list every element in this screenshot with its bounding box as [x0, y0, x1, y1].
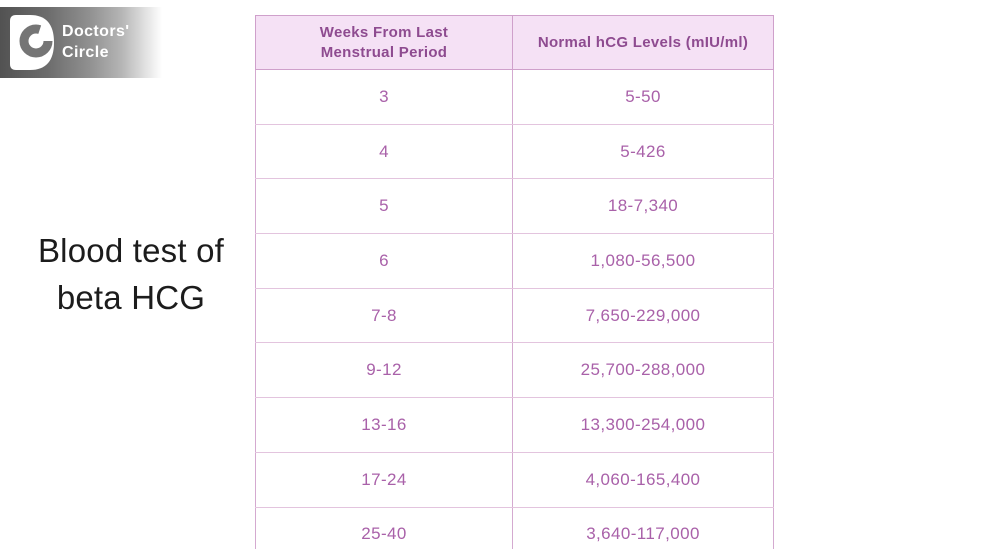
header-row	[256, 16, 774, 70]
weeks-cell: 3	[256, 70, 513, 125]
brand-name-line2: Circle	[62, 44, 109, 61]
table-row	[256, 70, 774, 125]
hcg-table	[255, 15, 774, 549]
hcg-level-cell: 1,080-56,500	[513, 234, 774, 289]
column-header-weeks: Weeks From Last Menstrual Period	[256, 16, 513, 70]
hcg-level-cell: 13,300-254,000	[513, 398, 774, 453]
slide-title-line2: beta HCG	[56, 279, 206, 316]
hcg-level-cell: 3,640-117,000	[513, 507, 774, 549]
weeks-cell: 25-40	[256, 507, 513, 549]
hcg-level-cell: 5-426	[513, 124, 774, 179]
hcg-table-header	[256, 16, 774, 70]
weeks-cell: 7-8	[256, 288, 513, 343]
table-row	[256, 124, 774, 179]
table-row	[256, 507, 774, 549]
hcg-level-cell: 4,060-165,400	[513, 452, 774, 507]
weeks-cell: 6	[256, 234, 513, 289]
doctors-circle-logo-icon	[10, 14, 55, 71]
weeks-cell: 13-16	[256, 398, 513, 453]
table-row	[256, 179, 774, 234]
slide-title-line1: Blood test of	[37, 232, 225, 269]
hcg-level-cell: 5-50	[513, 70, 774, 125]
hcg-level-cell: 25,700-288,000	[513, 343, 774, 398]
table-row	[256, 398, 774, 453]
brand-name	[62, 21, 129, 63]
hcg-level-cell: 18-7,340	[513, 179, 774, 234]
weeks-cell: 5	[256, 179, 513, 234]
weeks-cell: 4	[256, 124, 513, 179]
table-row	[256, 234, 774, 289]
weeks-cell: 9-12	[256, 343, 513, 398]
slide-title	[2, 227, 260, 321]
hcg-table-body	[256, 70, 774, 549]
table-row	[256, 288, 774, 343]
table-row	[256, 343, 774, 398]
brand-banner	[0, 7, 162, 78]
hcg-level-cell: 7,650-229,000	[513, 288, 774, 343]
table-row	[256, 452, 774, 507]
column-header-hcg-levels: Normal hCG Levels (mIU/ml)	[513, 16, 774, 70]
weeks-cell: 17-24	[256, 452, 513, 507]
brand-name-line1: Doctors'	[62, 23, 130, 40]
